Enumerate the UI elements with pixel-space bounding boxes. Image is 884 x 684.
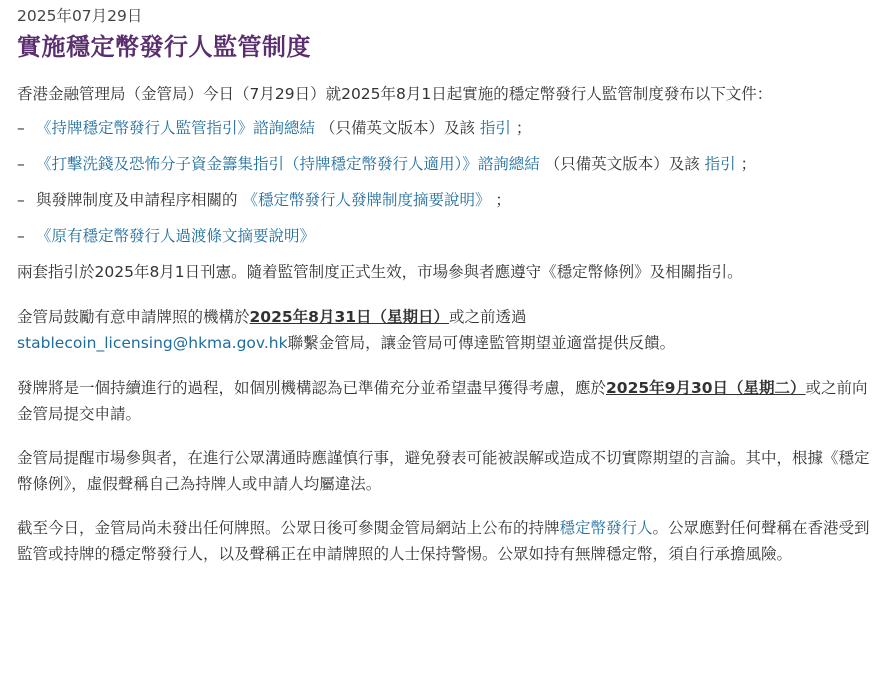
list-item-text: ； [495,191,511,209]
paragraph-text: 發牌將是一個持續進行的過程，如個別機構認為已準備充分並希望盡早獲得考慮，應於 [17,379,607,397]
publish-date: 2025年07月29日 [17,7,143,25]
paragraph-text: 聯繫金管局，讓金管局可傳達監管期望並適當提供反饋。 [287,334,676,352]
deadline-date-sep: 2025年9月30日（星期二） [606,379,806,397]
page-title: 實施穩定幣發行人監管制度 [17,33,311,61]
deadline-date-aug: 2025年8月31日（星期日） [249,308,450,326]
email-link[interactable]: stablecoin_licensing@hkma.gov.hk [17,334,288,352]
consultation-conclusions-link[interactable]: 《持牌穩定幣發行人監管指引》諮詢總結 [36,119,316,137]
public-communication-paragraph: 金管局提醒市場參與者，在進行公眾溝通時應謹慎行事，避免發表可能被誤解或造成不切實際期望的言論。其中，根據《穩定幣條例》，虛假聲稱自己為持牌人或申請人均屬違法。 [17,449,870,493]
gazette-paragraph: 兩套指引於2025年8月1日刊憲。隨着監管制度正式生效，市場參與者應遵守《穩定幣條例》及相關指引。 [17,263,743,281]
list-item [17,151,884,177]
paragraph-text: 。公眾應對任何聲稱在香港受到監管或持牌的穩定幣發行人，以及聲稱正在申請牌照的人士保持警惕。公眾如持有無牌穩定幣，須自行承擔風險。 [17,519,870,563]
aml-guideline-link[interactable]: 指引 [704,155,736,173]
intro-paragraph: 香港金融管理局（金管局）今日（7月29日）就2025年8月1日起實施的穩定幣發行人監管制度發布以下文件： [17,85,773,103]
list-item-text: （只備英文版本）及該 [319,119,475,137]
paragraph-text: 或之前透過 [449,308,527,326]
list-item [17,187,884,213]
list-item [17,223,884,249]
list-dash: – [17,191,25,209]
list-dash: – [17,155,25,173]
paragraph-text: 截至今日，金管局尚未發出任何牌照。公眾日後可參閱金管局網站上公布的持牌 [17,519,560,537]
paragraph-text: 或之前向金管局提交申請。 [17,379,868,423]
list-item-text: 與發牌制度及申請程序相關的 [36,191,238,209]
licensed-issuers-link[interactable]: 穩定幣發行人 [559,519,653,537]
list-dash: – [17,227,25,245]
transitional-provisions-summary-link[interactable]: 《原有穩定幣發行人過渡條文摘要說明》 [36,227,316,245]
list-item-text: ； [515,119,532,137]
public-warning-paragraph [17,515,877,567]
list-item-text: ； [740,155,757,173]
list-dash: – [17,119,25,137]
licensing-regime-summary-link[interactable]: 《穩定幣發行人發牌制度摘要說明》 [242,191,491,209]
list-item-text: （只備英文版本）及該 [544,155,700,173]
guideline-link[interactable]: 指引 [479,119,511,137]
list-item [17,115,884,141]
aml-consultation-conclusions-link[interactable]: 《打擊洗錢及恐怖分子資金籌集指引（持牌穩定幣發行人適用）》諮詢總結 [36,155,540,173]
application-encouragement-paragraph [17,304,877,356]
licensing-process-paragraph [17,375,877,427]
paragraph-text: 金管局鼓勵有意申請牌照的機構於 [17,308,250,326]
document-list [17,115,884,249]
